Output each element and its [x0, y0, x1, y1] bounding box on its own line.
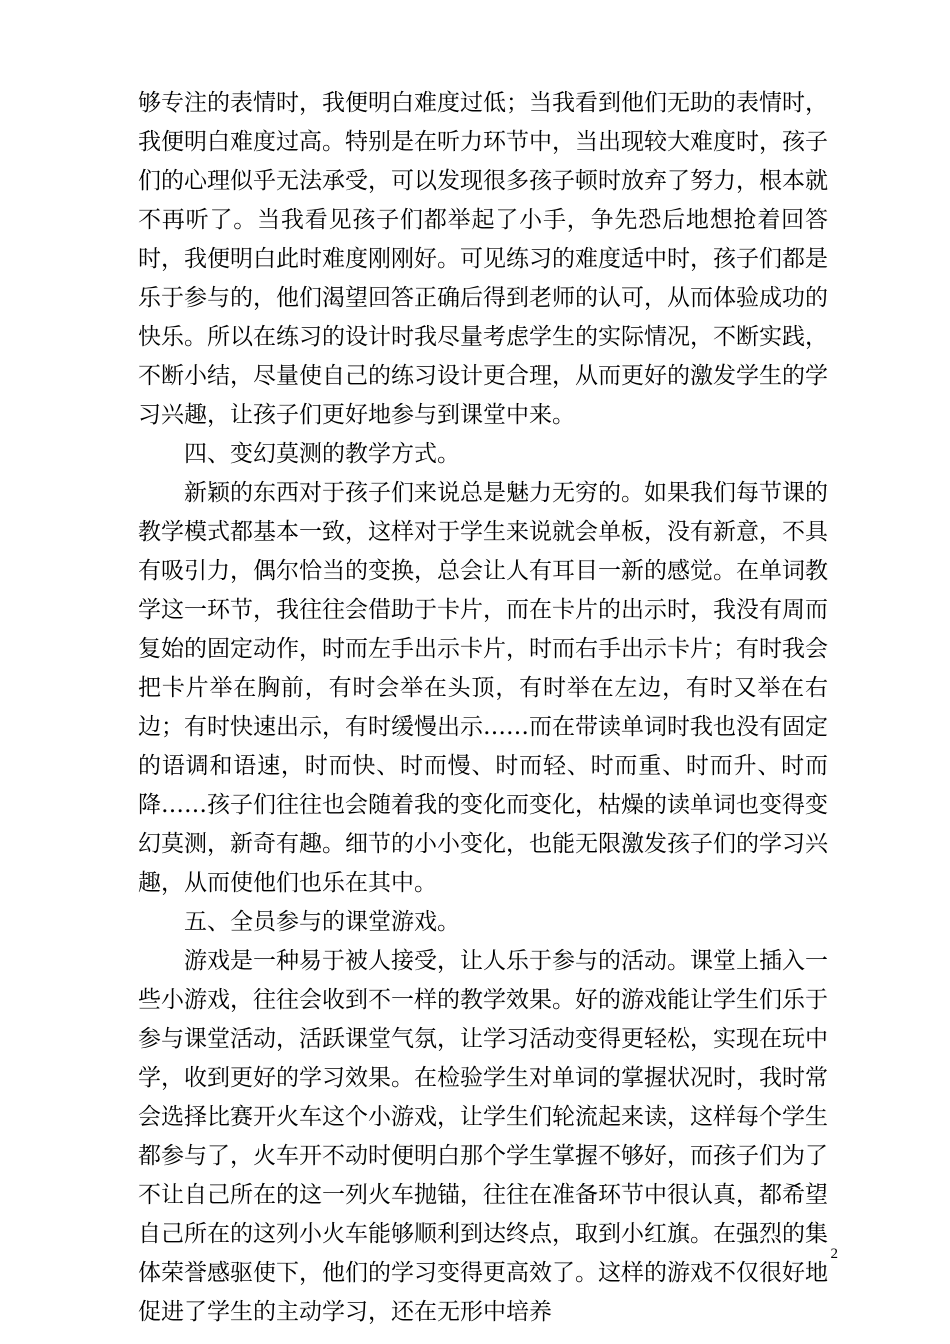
document-body — [138, 84, 828, 1332]
section-heading-five: 五、全员参与的课堂游戏。 — [184, 909, 460, 935]
paragraph-classroom-games: 游戏是一种易于被人接受，让人乐于参与的活动。课堂上插入一些小游戏，往往会收到不一样的教学效果。好的游戏能让学生们乐于参与课堂活动，活跃课堂气氛，让学习活动变得更轻松，实现在玩中学，收到更好的学习效果。在检验学生对单词的掌握状况时，我时常会选择比赛开火车这个小游戏，让学生们轮流起来读，这样每个学生都参与了，火车开不动时便明白那个学生掌握不够好，而孩子们为了不让自己所在的这一列火车抛锚，往往在准备环节中很认真，都希望自己所在的这列小火车能够顺利到达终点，取到小红旗。在强烈的集体荣誉感驱使下，他们的学习变得更高效了。这样的游戏不仅很好地促进了学生的主动学习，还在无形中培养 — [138, 948, 828, 1325]
paragraph-teaching-methods: 新颖的东西对于孩子们来说总是魅力无穷的。如果我们每节课的教学模式都基本一致，这样对于学生来说就会单板，没有新意，不具有吸引力，偶尔恰当的变换，总会让人有耳目一新的感觉。在单词教学这一环节，我往往会借助于卡片，而在卡片的出示时，我没有周而复始的固定动作，时而左手出示卡片，时而右手出示卡片；有时我会把卡片举在胸前，有时会举在头顶，有时举在左边，有时又举在右边；有时快速出示，有时缓慢出示……而在带读单词时我也没有固定的语调和语速，时而快、时而慢、时而轻、时而重、时而升、时而降……孩子们往往也会随着我的变化而变化，枯燥的读单词也变得变幻莫测，新奇有趣。细节的小小变化，也能无限激发孩子们的学习兴趣，从而使他们也乐在其中。 — [138, 480, 828, 896]
page-number: 2 — [830, 1246, 838, 1262]
section-heading-four: 四、变幻莫测的教学方式。 — [184, 441, 460, 467]
paragraph-continued: 够专注的表情时，我便明白难度过低；当我看到他们无助的表情时，我便明白难度过高。特别是在听力环节中，当出现较大难度时，孩子们的心理似乎无法承受，可以发现很多孩子顿时放弃了努力，根本就不再听了。当我看见孩子们都举起了小手，争先恐后地想抢着回答时，我便明白此时难度刚刚好。可见练习的难度适中时，孩子们都是乐于参与的，他们渴望回答正确后得到老师的认可，从而体验成功的快乐。所以在练习的设计时我尽量考虑学生的实际情况，不断实践，不断小结，尽量使自己的练习设计更合理，从而更好的激发学生的学习兴趣，让孩子们更好地参与到课堂中来。 — [138, 90, 828, 428]
